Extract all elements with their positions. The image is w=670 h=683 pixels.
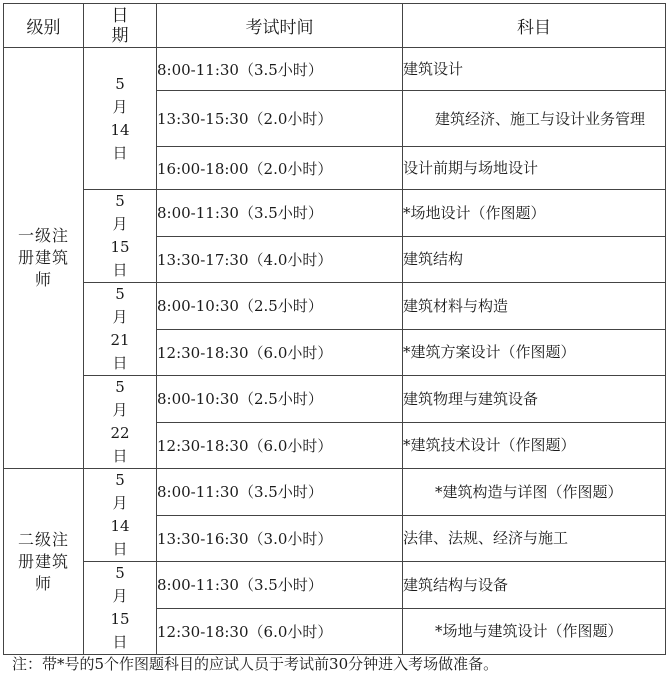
time-cell: 8:00-10:30（2.5小时） [157,376,403,423]
time-cell: 8:00-11:30（3.5小时） [157,562,403,609]
footnote: 注：带*号的5个作图题科目的应试人员于考试前30分钟进入考场做准备。 [12,655,499,673]
date-cell: 5月14日 [110,471,130,558]
header-subject: 科目 [403,4,666,48]
table-row [4,48,666,91]
subject-cell: *建筑构造与详图（作图题） [403,469,666,516]
header-row [4,4,666,48]
subject-cell: 法律、法规、经济与施工 [403,515,666,562]
subject-cell: 设计前期与场地设计 [403,147,666,190]
table-row [4,190,666,237]
time-cell: 13:30-17:30（4.0小时） [157,236,403,283]
level-second: 二级注册建筑师 [17,529,69,593]
time-cell: 12:30-18:30（6.0小时） [157,422,403,469]
table-row [4,562,666,609]
header-level: 级别 [4,4,84,48]
subject-cell: 建筑物理与建筑设备 [403,376,666,423]
subject-cell: *场地与建筑设计（作图题） [403,608,666,655]
table-row [4,469,666,516]
time-cell: 13:30-16:30（3.0小时） [157,515,403,562]
header-time: 考试时间 [157,4,403,48]
date-cell: 5月15日 [110,192,130,279]
subject-cell: 建筑经济、施工与设计业务管理 [403,91,666,147]
date-cell: 5月22日 [110,378,130,465]
exam-schedule-table [3,3,666,655]
subject-cell: *建筑技术设计（作图题） [403,422,666,469]
subject-cell: 建筑设计 [403,48,666,91]
subject-cell: *建筑方案设计（作图题） [403,329,666,376]
time-cell: 8:00-10:30（2.5小时） [157,283,403,330]
subject-cell: *场地设计（作图题） [403,190,666,237]
date-cell: 5月21日 [110,285,130,372]
header-date: 日期 [111,5,129,46]
time-cell: 8:00-11:30（3.5小时） [157,48,403,91]
subject-cell: 建筑结构与设备 [403,562,666,609]
time-cell: 8:00-11:30（3.5小时） [157,190,403,237]
table-row [4,283,666,330]
level-first: 一级注册建筑师 [17,226,69,289]
time-cell: 12:30-18:30（6.0小时） [157,329,403,376]
time-cell: 16:00-18:00（2.0小时） [157,147,403,190]
table-row [4,376,666,423]
subject-cell: 建筑材料与构造 [403,283,666,330]
time-cell: 13:30-15:30（2.0小时） [157,91,403,147]
date-cell: 5月15日 [110,564,130,651]
time-cell: 8:00-11:30（3.5小时） [157,469,403,516]
subject-cell: 建筑结构 [403,236,666,283]
date-cell: 5月14日 [110,74,130,162]
time-cell: 12:30-18:30（6.0小时） [157,608,403,655]
